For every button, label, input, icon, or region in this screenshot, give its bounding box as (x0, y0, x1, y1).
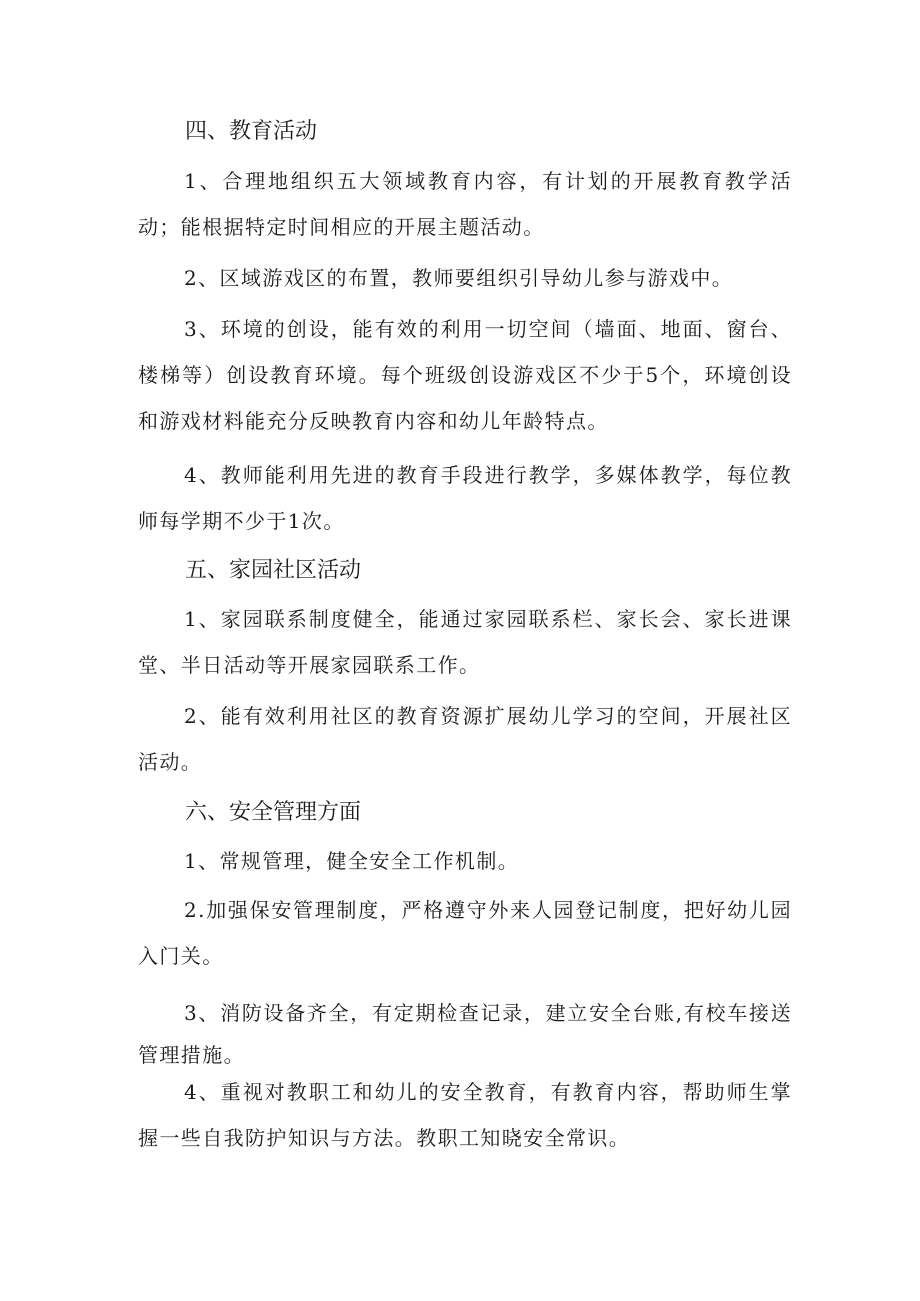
paragraph: 2、能有效利用社区的教育资源扩展幼儿学习的空间，开展社区活动。 (138, 704, 792, 774)
paragraph: 4、教师能利用先进的教育手段进行教学，多媒体教学，每位教师每学期不少于1次。 (138, 463, 792, 533)
paragraph: 1、家园联系制度健全，能通过家园联系栏、家长会、家长进课堂、半日活动等开展家园联系工作。 (138, 607, 792, 677)
paragraph: 2.加强保安管理制度，严格遵守外来人园登记制度，把好幼儿园入门关。 (138, 898, 792, 968)
section-heading-home-community: 五、家园社区活动 (185, 558, 362, 583)
section-heading-safety-management: 六、安全管理方面 (185, 800, 362, 825)
paragraph: 1、合理地组织五大领域教育内容，有计划的开展教育教学活动；能根据特定时间相应的开展主题活动。 (138, 169, 792, 239)
paragraph: 4、重视对教职工和幼儿的安全教育，有教育内容，帮助师生掌握一些自我防护知识与方法。教职工知晓安全常识。 (138, 1080, 792, 1150)
paragraph: 3、消防设备齐全，有定期检查记录，建立安全台账,有校车接送管理措施。 (138, 1001, 792, 1067)
paragraph: 3、环境的创设，能有效的利用一切空间（墙面、地面、窗台、楼梯等）创设教育环境。每个班级创设游戏区不少于5个，环境创设和游戏材料能充分反映教育内容和幼儿年龄特点。 (138, 317, 792, 433)
paragraph: 2、区域游戏区的布置，教师要组织引导幼儿参与游戏中。 (184, 266, 734, 290)
section-heading-education-activities: 四、教育活动 (185, 119, 318, 144)
paragraph: 1、常规管理，健全安全工作机制。 (184, 849, 520, 873)
